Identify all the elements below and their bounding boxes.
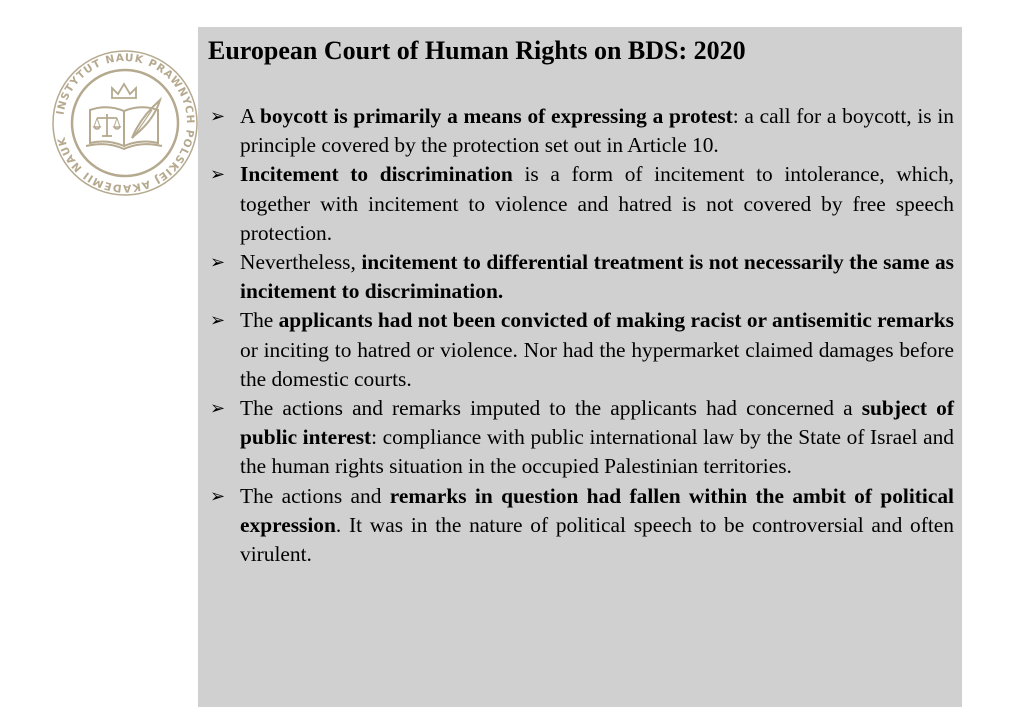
bullet-arrow-icon: ➢ [210,398,226,420]
institute-logo [50,48,200,198]
bullet-item [210,160,954,248]
bullet-item [210,394,954,482]
bullet-bold-text: remarks in question had fallen within the ambit of political expression [240,483,954,537]
bullet-arrow-icon: ➢ [210,485,226,507]
slide-title: European Court of Human Rights on BDS: 2020 [208,36,746,65]
bullet-text: . It was in the nature of political speech to be controversial and often virulent. [240,512,954,567]
bullet-arrow-icon: ➢ [210,164,226,186]
bullet-text: : compliance with public international law by the State of Israel and the human rights situation in the occupied Palestinian territories. [240,425,954,479]
bullet-bold-text: incitement to differential treatment is not necessarily the same as incitement to discrimination. [240,250,955,304]
bullet-text: The actions and [240,483,390,508]
bullet-text: The actions and remarks imputed to the applicants had concerned a [240,396,862,421]
content-panel [198,27,962,707]
bullet-list [210,102,954,569]
bullet-item [210,306,954,394]
bullet-arrow-icon: ➢ [210,310,226,332]
bullet-text: is a form of incitement to intolerance, which, together with incitement to violence and hatred is not covered by free speech protection. [240,162,954,245]
bullet-text: A [240,104,260,128]
bullet-item [210,248,954,306]
bullet-bold-text: applicants had not been convicted of making racist or antisemitic remarks [278,308,954,333]
bullet-bold-text: Incitement to discrimination [240,162,513,187]
logo-ring-text: INSTYTUT NAUK PRAWNYCH POLSKIEJ AKADEMII NAUK [54,51,197,195]
svg-text:INSTYTUT NAUK PRAWNYCH POLSKIE [55,52,197,194]
bullet-text: The [240,308,279,333]
bullet-item [210,102,954,160]
bullet-bold-text: boycott is primarily a means of expressing a protest [260,104,733,128]
bullet-arrow-icon: ➢ [210,106,226,127]
bullet-arrow-icon: ➢ [210,252,226,274]
bullet-text: Nevertheless, [240,250,362,275]
bullet-text: : a call for a boycott, is in principle covered by the protection set out in Article 10. [240,104,954,158]
bullet-bold-text: subject of public interest [240,396,954,450]
bullet-item [210,482,954,570]
bullet-text: or inciting to hatred or violence. Nor had the hypermarket claimed damages before the domestic courts. [240,337,954,391]
